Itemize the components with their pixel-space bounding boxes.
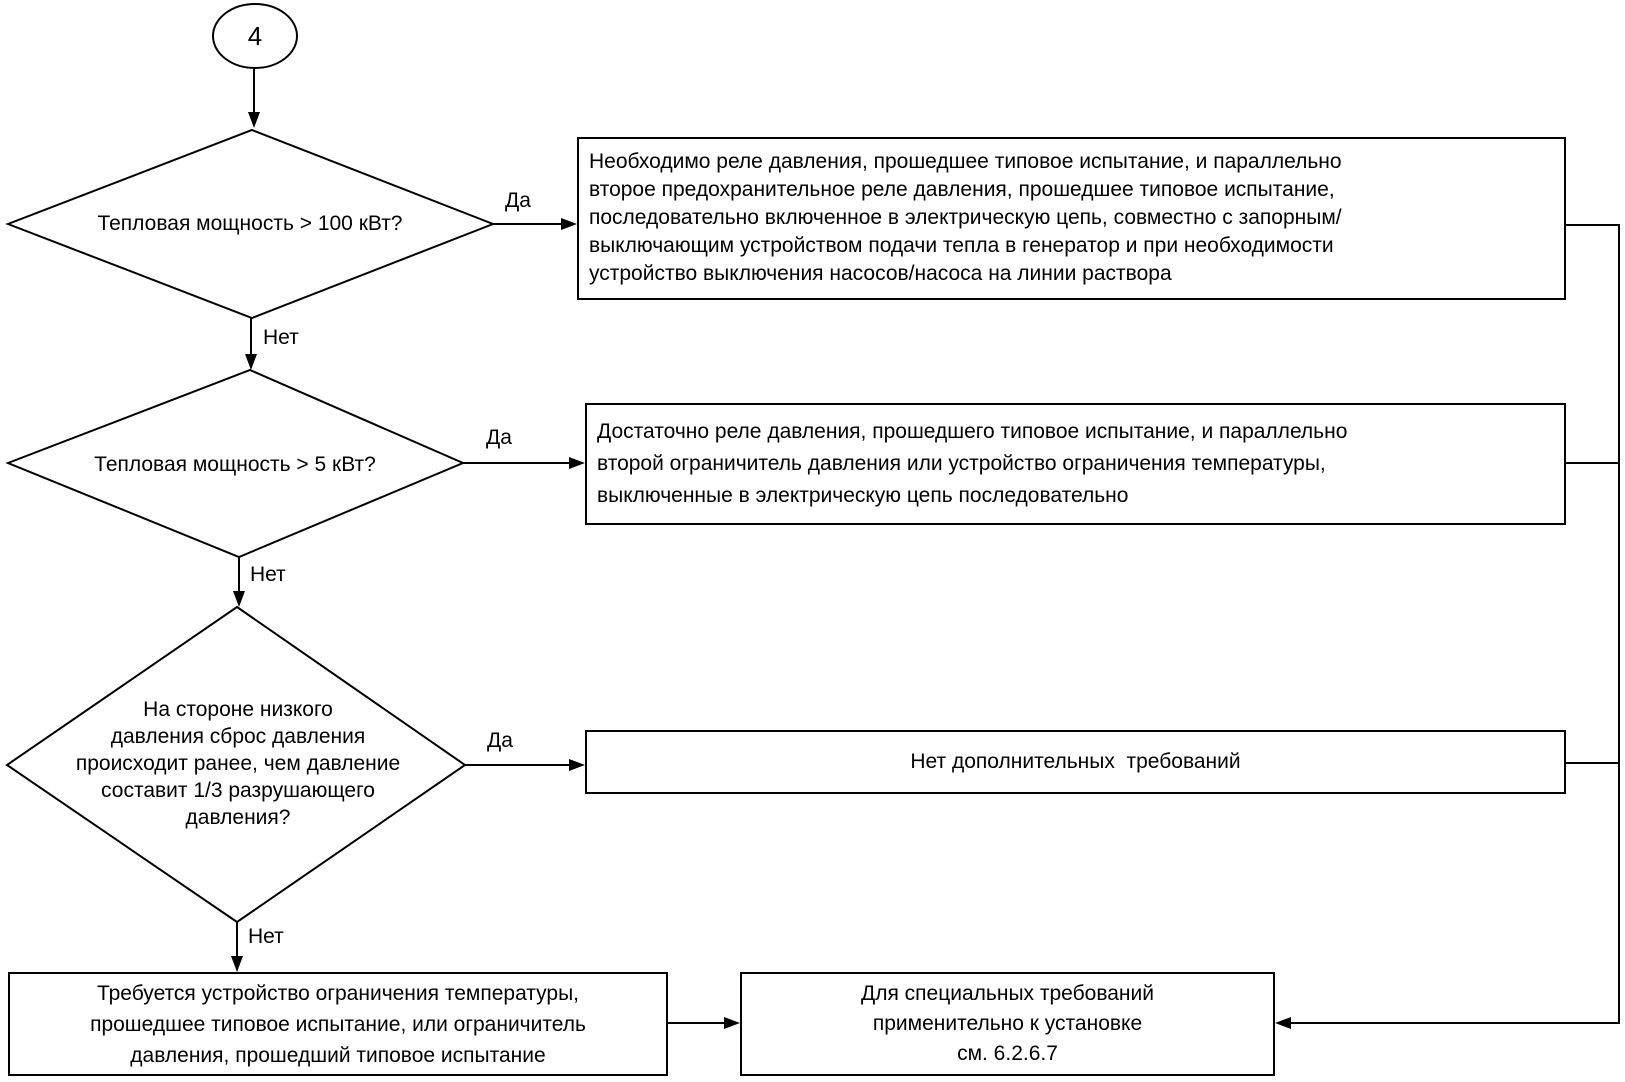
result-box-relay-required bbox=[577, 137, 1566, 300]
decision-power100-question: Тепловая мощность > 100 кВт? bbox=[97, 212, 403, 235]
power100-no-label: Нет bbox=[263, 326, 299, 349]
decision-lowpressure-question bbox=[12, 696, 464, 831]
power5-no-label: Нет bbox=[250, 563, 286, 586]
result-box-relay-sufficient bbox=[585, 403, 1566, 525]
result-line: второй ограничитель давления или устройство ограничения температуры, bbox=[597, 452, 1326, 475]
result-line: второе предохранительное реле давления, прошедшее типовое испытание, bbox=[589, 178, 1335, 201]
result-box-special-requirements bbox=[740, 972, 1275, 1076]
result-box-temp-limiter-required bbox=[8, 972, 668, 1076]
rail-to-special-requirements bbox=[1279, 225, 1619, 1023]
question-line: давления сброс давления bbox=[110, 725, 366, 748]
result-line: последовательно включенное в электрическую цепь, совместно с запорным/ bbox=[589, 206, 1342, 229]
power100-yes-label: Да bbox=[505, 189, 531, 212]
power5-yes-label: Да bbox=[486, 426, 512, 449]
question-line: происходит ранее, чем давление bbox=[75, 752, 401, 775]
result-line: Требуется устройство ограничения температуры, bbox=[96, 981, 580, 1005]
question-line: составит 1/3 разрушающего bbox=[101, 779, 375, 802]
lowpressure-yes-label: Да bbox=[487, 729, 513, 752]
result-line: давления, прошедший типовое испытание bbox=[130, 1043, 546, 1067]
question-line: На стороне низкого bbox=[143, 698, 333, 721]
result-line: см. 6.2.6.7 bbox=[957, 1042, 1058, 1065]
result-line: прошедшее типовое испытание, или ограничитель bbox=[90, 1012, 586, 1036]
result-line: Для специальных требований bbox=[861, 982, 1154, 1005]
result-line: Необходимо реле давления, прошедшее типовое испытание, и параллельно bbox=[589, 150, 1342, 173]
start-node-label: 4 bbox=[247, 21, 263, 51]
result-line: применительно к установке bbox=[872, 1012, 1143, 1035]
result-line: выключенные в электрическую цепь последовательно bbox=[597, 484, 1129, 507]
lowpressure-no-label: Нет bbox=[248, 925, 284, 948]
result-line: устройство выключения насосов/насоса на линии раствора bbox=[589, 262, 1172, 285]
question-line: давления? bbox=[185, 806, 291, 829]
result-line: Достаточно реле давления, прошедшего типовое испытание, и параллельно bbox=[597, 420, 1348, 443]
result-box-no-requirements: Нет дополнительных требований bbox=[585, 730, 1566, 794]
decision-power5-question: Тепловая мощность > 5 кВт? bbox=[94, 453, 376, 476]
result-line: выключающим устройством подачи тепла в генератор и при необходимости bbox=[589, 234, 1334, 257]
